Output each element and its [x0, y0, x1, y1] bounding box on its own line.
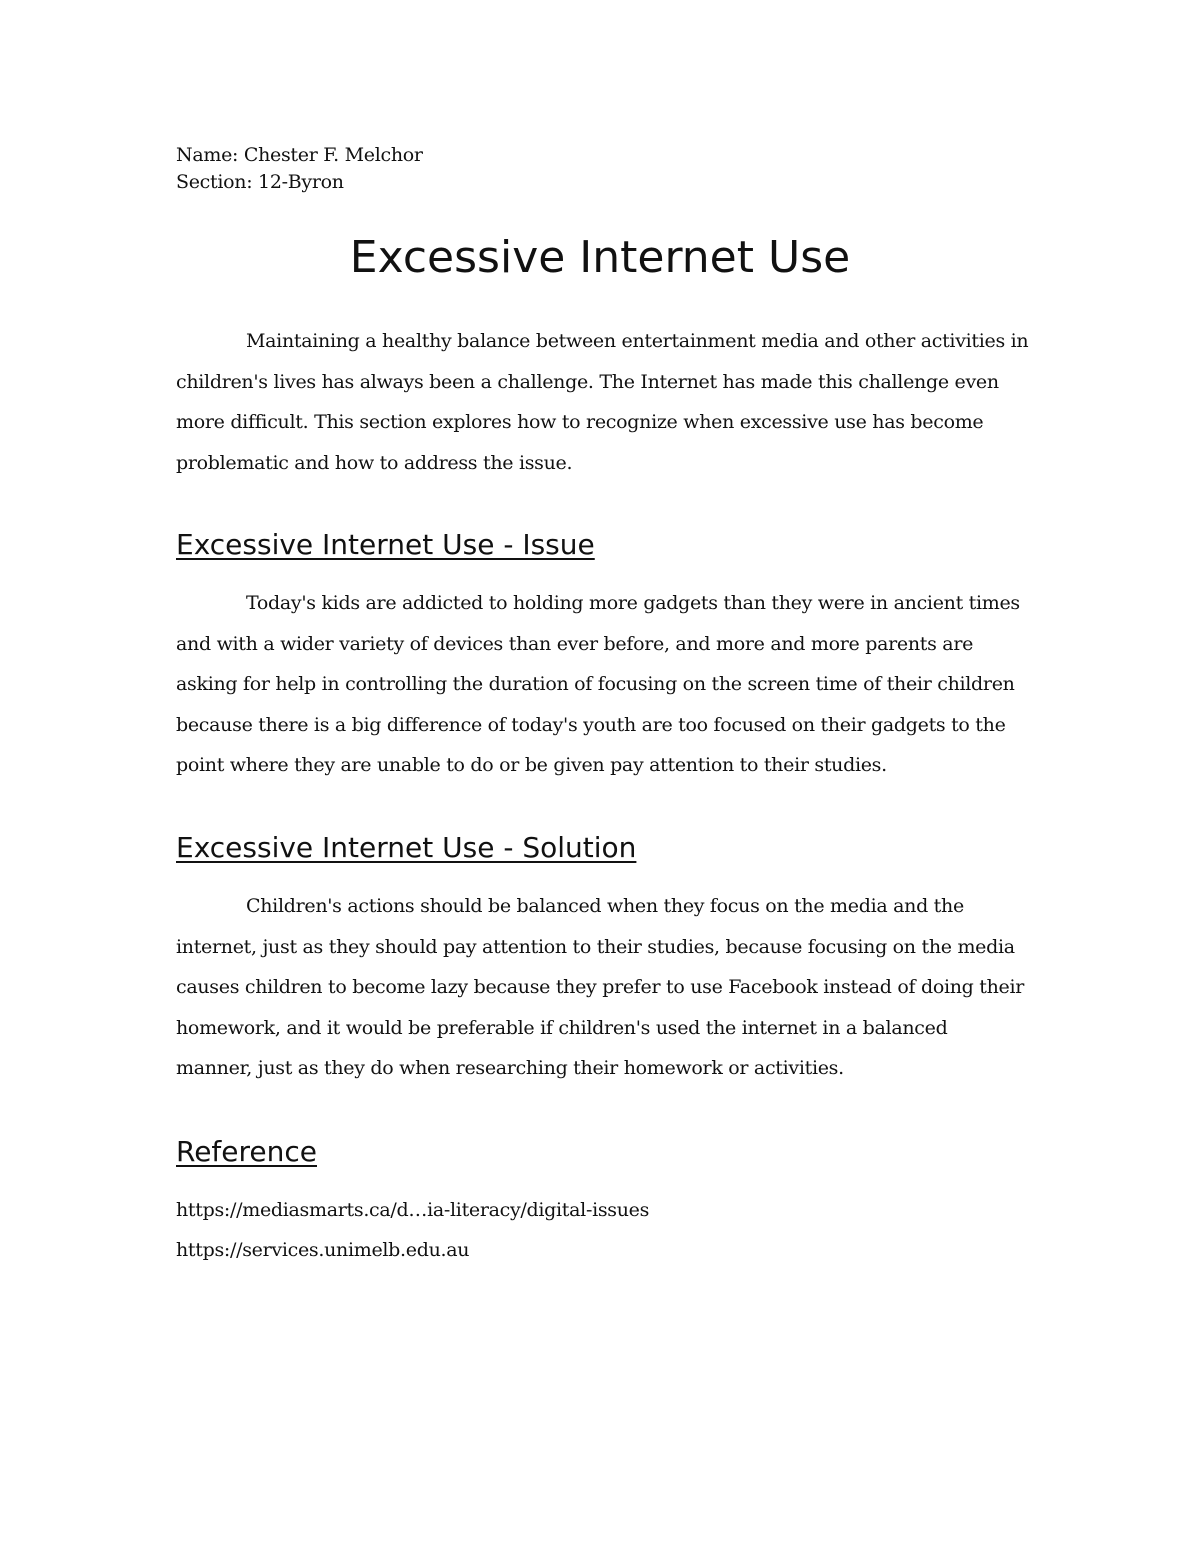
paragraph-line: causes children to become lazy because they prefer to use Facebook instead of doing their	[176, 976, 1025, 999]
paragraph-line: Maintaining a healthy balance between entertainment media and other activities in	[246, 330, 1029, 352]
paragraph-line: Today's kids are addicted to holding more gadgets than they were in ancient times	[246, 592, 1020, 614]
student-section: Section: 12-Byron	[176, 171, 344, 193]
reference-heading: Reference	[176, 1135, 317, 1168]
paragraph-line: children's lives has always been a challenge. The Internet has made this challenge even	[176, 370, 999, 393]
intro-paragraph	[176, 321, 1036, 483]
paragraph-line: and with a wider variety of devices than ever before, and more and more parents are	[176, 632, 974, 655]
paragraph-line: point where they are unable to do or be given pay attention to their studies.	[176, 754, 887, 777]
paragraph-line: problematic and how to address the issue.	[176, 451, 573, 474]
paragraph-line: more difficult. This section explores how to recognize when excessive use has become	[176, 411, 984, 434]
paragraph-line: asking for help in controlling the duration of focusing on the screen time of their children	[176, 673, 1015, 696]
student-name: Name: Chester F. Melchor	[176, 144, 423, 166]
paragraph-line: internet, just as they should pay attention to their studies, because focusing on the media	[176, 935, 1015, 958]
paragraph-line: because there is a big difference of today's youth are too focused on their gadgets to the	[176, 713, 1006, 736]
issue-heading: Excessive Internet Use - Issue	[176, 528, 595, 561]
solution-paragraph	[176, 886, 1036, 1089]
paragraph-line: Children's actions should be balanced when they focus on the media and the	[246, 895, 964, 917]
solution-heading: Excessive Internet Use - Solution	[176, 831, 637, 864]
reference-link: https://services.unimelb.edu.au	[176, 1239, 470, 1261]
document-title: Excessive Internet Use	[349, 232, 851, 283]
paragraph-line: homework, and it would be preferable if children's used the internet in a balanced	[176, 1016, 948, 1039]
reference-link: https://mediasmarts.ca/d…ia-literacy/digital-issues	[176, 1199, 650, 1221]
issue-paragraph	[176, 583, 1036, 786]
paragraph-line: manner, just as they do when researching their homework or activities.	[176, 1057, 844, 1080]
